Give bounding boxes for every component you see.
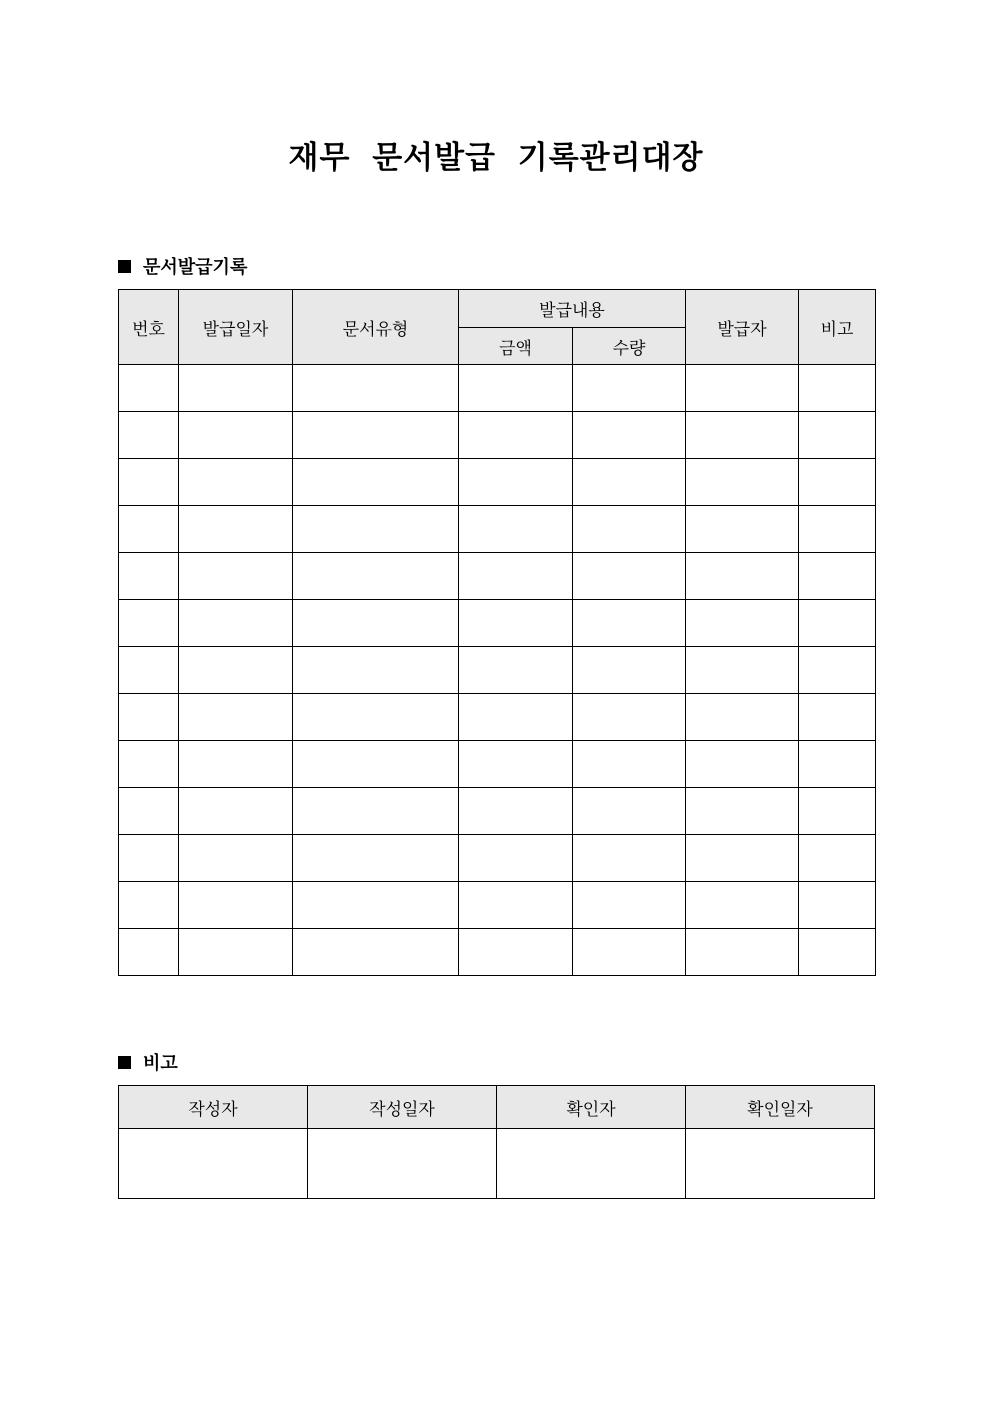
issue-date-cell[interactable] [179,694,293,741]
quantity-cell[interactable] [573,694,686,741]
quantity-cell[interactable] [573,741,686,788]
remarks-cell[interactable] [799,365,876,412]
issuer-cell[interactable] [686,741,799,788]
table-row [119,553,876,600]
table-row [119,929,876,976]
notes-section-label: 비고 [143,1053,178,1074]
quantity-cell[interactable] [573,459,686,506]
table-row [119,694,876,741]
issue-date-cell[interactable] [179,459,293,506]
table-row [119,882,876,929]
issuer-cell[interactable] [686,365,799,412]
issue-date-cell[interactable] [179,506,293,553]
issuer-cell[interactable] [686,553,799,600]
table-row [119,459,876,506]
number-cell[interactable] [119,600,179,647]
number-cell[interactable] [119,506,179,553]
number-cell[interactable] [119,835,179,882]
issue-date-cell[interactable] [179,929,293,976]
table-row [119,788,876,835]
doc-type-cell[interactable] [293,459,459,506]
amount-cell[interactable] [459,694,573,741]
number-cell[interactable] [119,788,179,835]
issuer-cell[interactable] [686,835,799,882]
amount-cell[interactable] [459,553,573,600]
number-cell[interactable] [119,459,179,506]
remarks-cell[interactable] [799,929,876,976]
col-header-number: 번호 [119,290,179,365]
table-row [119,506,876,553]
issue-date-cell[interactable] [179,741,293,788]
doc-type-cell[interactable] [293,694,459,741]
quantity-cell[interactable] [573,506,686,553]
doc-type-cell[interactable] [293,600,459,647]
doc-type-cell[interactable] [293,553,459,600]
table-row [119,412,876,459]
issue-date-cell[interactable] [179,647,293,694]
amount-cell[interactable] [459,882,573,929]
amount-cell[interactable] [459,741,573,788]
quantity-cell[interactable] [573,929,686,976]
amount-cell[interactable] [459,506,573,553]
doc-type-cell[interactable] [293,882,459,929]
quantity-cell[interactable] [573,553,686,600]
number-cell[interactable] [119,694,179,741]
number-cell[interactable] [119,882,179,929]
remarks-cell[interactable] [799,741,876,788]
remarks-cell[interactable] [799,553,876,600]
issuer-cell[interactable] [686,694,799,741]
amount-cell[interactable] [459,600,573,647]
col-header-amount: 금액 [459,328,573,365]
records-section-heading [118,253,247,279]
number-cell[interactable] [119,553,179,600]
table-row [119,741,876,788]
written-date-cell[interactable] [308,1129,497,1199]
confirmed-date-cell[interactable] [686,1129,875,1199]
square-bullet-icon [118,260,131,273]
quantity-cell[interactable] [573,412,686,459]
amount-cell[interactable] [459,647,573,694]
remarks-cell[interactable] [799,694,876,741]
amount-cell[interactable] [459,835,573,882]
col-header-issuer: 발급자 [686,290,799,365]
doc-type-cell[interactable] [293,365,459,412]
issuer-cell[interactable] [686,459,799,506]
table-row [119,600,876,647]
quantity-cell[interactable] [573,788,686,835]
remarks-cell[interactable] [799,647,876,694]
document-title: 재무 문서발급 기록관리대장 [288,140,704,176]
author-cell[interactable] [119,1129,308,1199]
quantity-cell[interactable] [573,835,686,882]
issuer-cell[interactable] [686,506,799,553]
issue-date-cell[interactable] [179,882,293,929]
col-header-written-date: 작성일자 [308,1086,497,1129]
doc-type-cell[interactable] [293,835,459,882]
approval-table [118,1085,875,1199]
number-cell[interactable] [119,412,179,459]
col-header-remarks: 비고 [799,290,876,365]
col-header-author: 작성자 [119,1086,308,1129]
doc-type-cell[interactable] [293,506,459,553]
remarks-cell[interactable] [799,412,876,459]
quantity-cell[interactable] [573,365,686,412]
col-header-quantity: 수량 [573,328,686,365]
doc-type-cell[interactable] [293,647,459,694]
confirmer-cell[interactable] [497,1129,686,1199]
remarks-cell[interactable] [799,835,876,882]
table-row [119,365,876,412]
issue-date-cell[interactable] [179,788,293,835]
col-header-doc-type: 문서유형 [293,290,459,365]
records-section-label: 문서발급기록 [143,257,248,278]
issue-date-cell[interactable] [179,600,293,647]
number-cell[interactable] [119,647,179,694]
col-header-issue-date: 발급일자 [179,290,293,365]
number-cell[interactable] [119,929,179,976]
remarks-cell[interactable] [799,882,876,929]
remarks-cell[interactable] [799,506,876,553]
doc-type-cell[interactable] [293,741,459,788]
issuer-cell[interactable] [686,412,799,459]
amount-cell[interactable] [459,365,573,412]
issuer-cell[interactable] [686,929,799,976]
table-row [119,835,876,882]
table-row [119,647,876,694]
col-header-confirmer: 확인자 [497,1086,686,1129]
quantity-cell[interactable] [573,647,686,694]
quantity-cell[interactable] [573,600,686,647]
amount-cell[interactable] [459,929,573,976]
issuer-cell[interactable] [686,647,799,694]
number-cell[interactable] [119,741,179,788]
issue-date-cell[interactable] [179,835,293,882]
remarks-cell[interactable] [799,600,876,647]
issuer-cell[interactable] [686,788,799,835]
square-bullet-icon [118,1056,131,1069]
issuance-records-table [118,289,876,976]
doc-type-cell[interactable] [293,412,459,459]
quantity-cell[interactable] [573,882,686,929]
issue-date-cell[interactable] [179,412,293,459]
doc-type-cell[interactable] [293,788,459,835]
remarks-cell[interactable] [799,459,876,506]
issue-date-cell[interactable] [179,365,293,412]
amount-cell[interactable] [459,412,573,459]
amount-cell[interactable] [459,788,573,835]
col-header-issue-content: 발급내용 [459,290,686,328]
doc-type-cell[interactable] [293,929,459,976]
issuer-cell[interactable] [686,882,799,929]
notes-section-heading [118,1049,178,1075]
amount-cell[interactable] [459,459,573,506]
issue-date-cell[interactable] [179,553,293,600]
number-cell[interactable] [119,365,179,412]
col-header-confirmed-date: 확인일자 [686,1086,875,1129]
remarks-cell[interactable] [799,788,876,835]
issuer-cell[interactable] [686,600,799,647]
